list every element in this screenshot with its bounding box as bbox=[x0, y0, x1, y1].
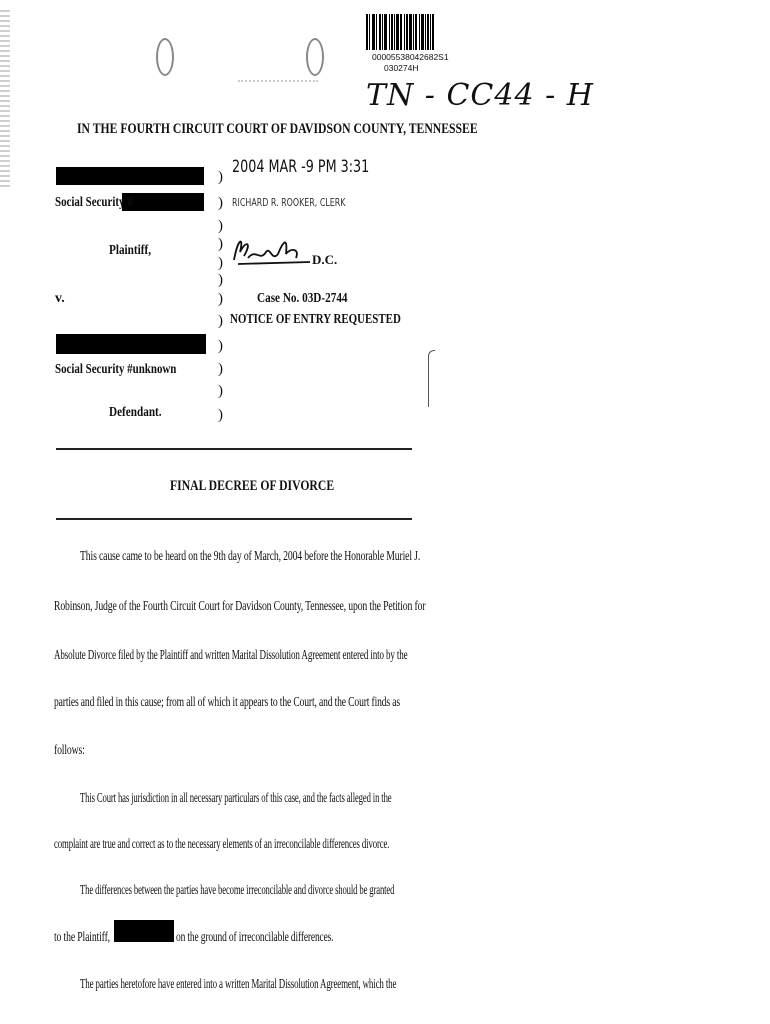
caption-paren: ) bbox=[218, 338, 223, 354]
hole-punch-left bbox=[156, 38, 174, 76]
body-line: on the ground of irreconcilable differences. bbox=[176, 929, 334, 944]
caption-paren: ) bbox=[218, 255, 223, 271]
versus-label: v. bbox=[55, 291, 65, 306]
body-line: This cause came to be heard on the 9th day of March, 2004 before the Honorable Muriel J. bbox=[80, 548, 421, 563]
notice-of-entry: NOTICE OF ENTRY REQUESTED bbox=[230, 312, 401, 327]
court-title: IN THE FOURTH CIRCUIT COURT OF DAVIDSON COUNTY, TENNESSEE bbox=[77, 121, 478, 137]
redaction-defendant-name bbox=[56, 334, 206, 354]
body-line: parties and filed in this cause; from all of which it appears to the Court, and the Court finds as bbox=[54, 694, 400, 709]
barcode-graphic bbox=[366, 14, 434, 50]
body-line: complaint are true and correct as to the necessary elements of an irreconcilable differences divorce. bbox=[54, 836, 390, 851]
plaintiff-ssn-label: Social Security # bbox=[55, 195, 133, 210]
caption-paren: ) bbox=[218, 272, 223, 288]
handwritten-docket-number: TN - CC44 - H bbox=[366, 78, 594, 113]
caption-paren: ) bbox=[218, 169, 223, 185]
hole-punch-right bbox=[306, 38, 324, 76]
defendant-ssn-label: Social Security #unknown bbox=[55, 362, 177, 377]
document-title: FINAL DECREE OF DIVORCE bbox=[170, 478, 335, 494]
scan-edge-noise bbox=[0, 10, 10, 190]
caption-divider-top bbox=[56, 448, 412, 450]
body-line: This Court has jurisdiction in all necessary particulars of this case, and the facts alleged in the bbox=[80, 790, 392, 805]
body-line: The parties heretofore have entered into a written Marital Dissolution Agreement, which the bbox=[80, 976, 397, 991]
caption-paren: ) bbox=[218, 291, 223, 307]
signature-graphic bbox=[230, 232, 320, 268]
barcode-number: 00005538042682S1 bbox=[372, 52, 449, 62]
margin-bracket-mark bbox=[428, 350, 435, 407]
deputy-clerk-suffix: D.C. bbox=[312, 252, 338, 267]
filed-stamp-faint bbox=[238, 80, 318, 114]
redaction-plaintiff-name bbox=[56, 167, 204, 185]
plaintiff-label: Plaintiff, bbox=[109, 243, 151, 258]
caption-paren: ) bbox=[218, 218, 223, 234]
body-line: Absolute Divorce filed by the Plaintiff and written Marital Dissolution Agreement entered into by the bbox=[54, 647, 408, 662]
caption-paren: ) bbox=[218, 195, 223, 211]
body-line: to the Plaintiff, bbox=[54, 929, 110, 944]
clerk-stamp: RICHARD R. ROOKER, CLERK bbox=[232, 196, 346, 209]
deputy-clerk-signature bbox=[230, 232, 320, 273]
case-number: Case No. 03D-2744 bbox=[257, 291, 348, 306]
caption-paren: ) bbox=[218, 313, 223, 329]
caption-paren: ) bbox=[218, 361, 223, 377]
caption-divider-bottom bbox=[56, 518, 412, 520]
filed-date-stamp: 2004 MAR -9 PM 3:31 bbox=[232, 157, 370, 177]
caption-paren: ) bbox=[218, 236, 223, 252]
caption-paren: ) bbox=[218, 407, 223, 423]
caption-paren: ) bbox=[218, 383, 223, 399]
barcode bbox=[366, 14, 434, 50]
body-line: The differences between the parties have become irreconcilable and divorce should be granted bbox=[80, 882, 395, 897]
defendant-label: Defendant. bbox=[109, 405, 162, 420]
barcode-number-secondary: 030274H bbox=[384, 63, 419, 73]
body-line: Robinson, Judge of the Fourth Circuit Court for Davidson County, Tennessee, upon the Petition for bbox=[54, 598, 426, 613]
body-line: follows: bbox=[54, 742, 85, 757]
